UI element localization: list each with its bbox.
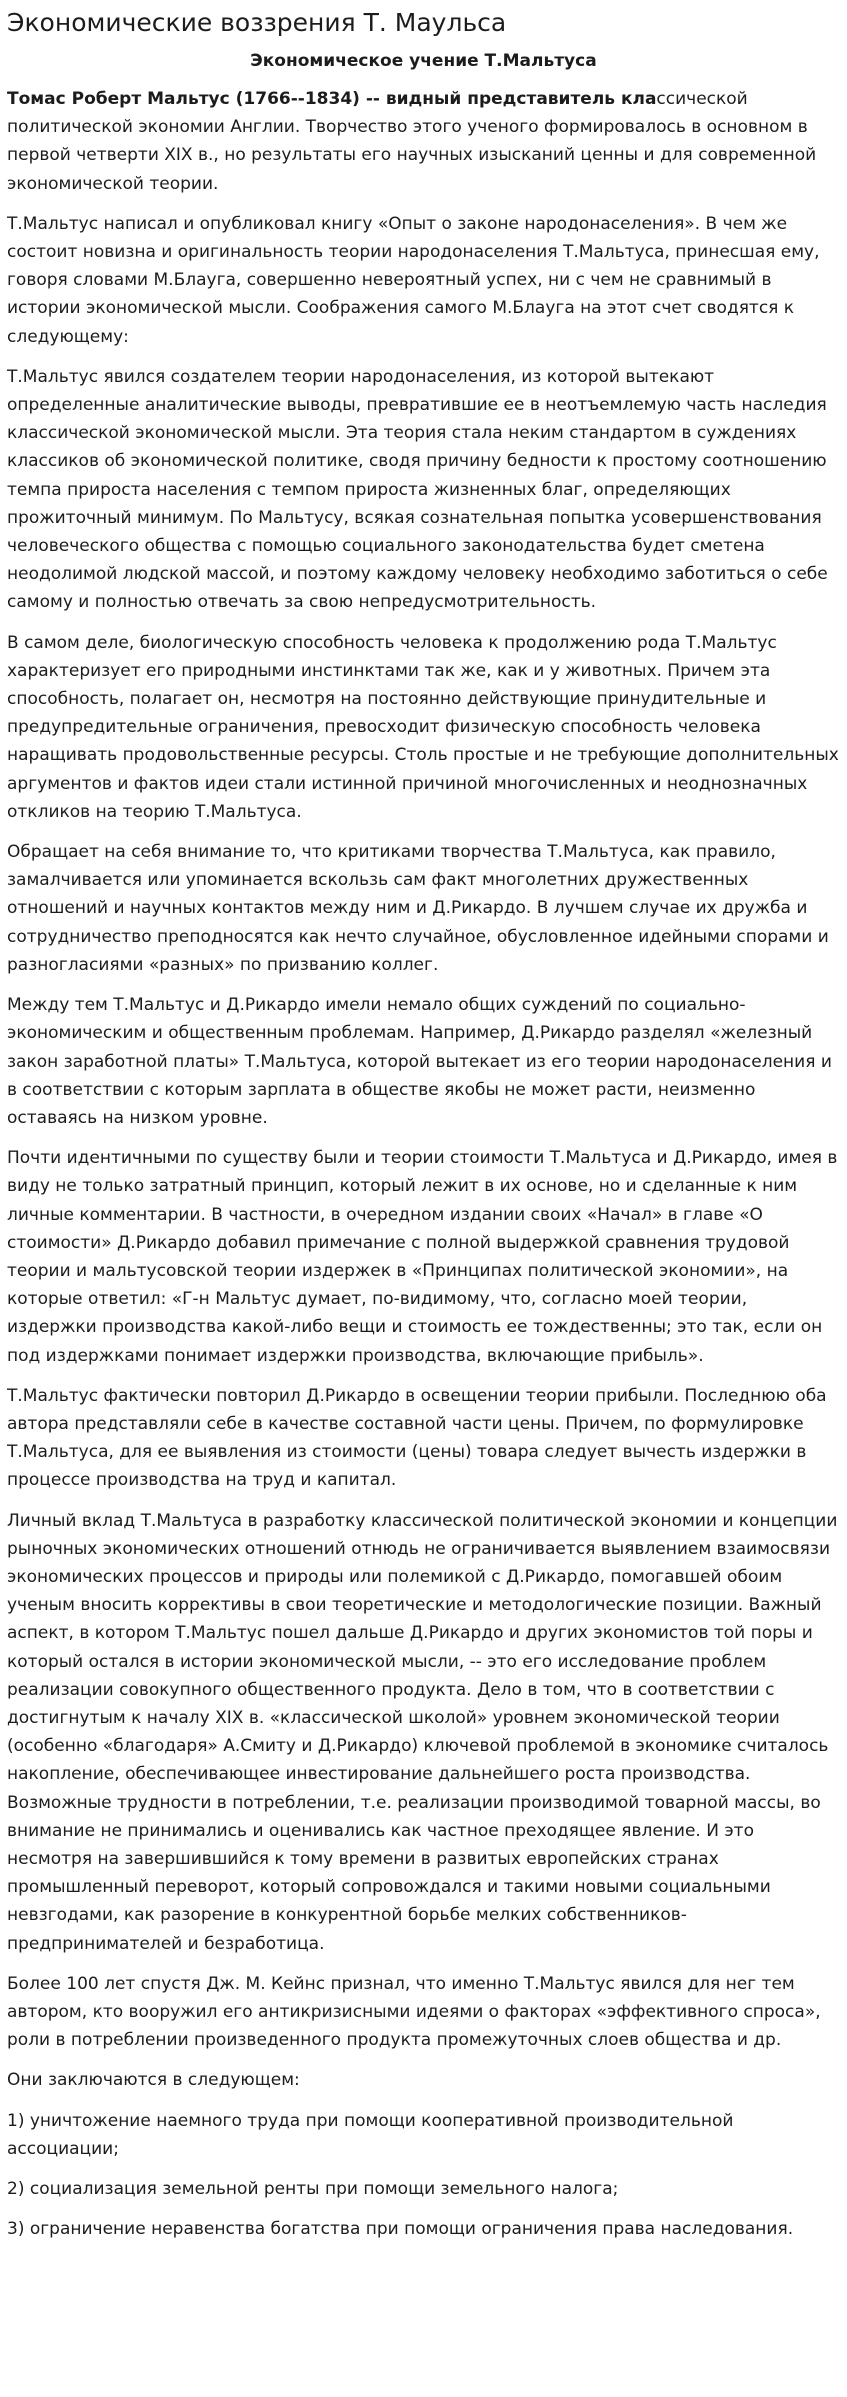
lead-rest-text: ссической политической экономии Англии. Творчество этого ученого формировалось в основном в первой четверти XIX в., но результаты его научных изысканий ценны и для современной экономической теории. bbox=[7, 89, 817, 194]
article-paragraph: Обращает на себя внимание то, что критиками творчества Т.Мальтуса, как правило, замалчивается или упоминается вскользь сам факт многолетних дружественных отношений и научных контактов между ним и Д.Рикардо. В лучшем случае их дружба и сотрудничество преподносятся как нечто случайное, обусловленное идейными спорами и разногласиями «разных» по призванию коллег. bbox=[7, 842, 829, 975]
article-paragraph: Более 100 лет спустя Дж. М. Кейнс признал, что именно Т.Мальтус явился для нег тем автором, кто вооружил его антикризисными идеями о факторах «эффективного спроса», роли в потреблении произведенного продукта промежуточных слоев общества и др. bbox=[7, 1973, 821, 2051]
article-paragraph: В самом деле, биологическую способность человека к продолжению рода Т.Мальтус характеризует его природными инстинктами так же, как и у животных. Причем эта способность, полагает он, несмотря на постоянно действующие принудительные и предупредительные ограничения, превосходит физическую способность человека наращивать продовольственные ресурсы. Столь простые и не требующие дополнительных аргументов и фактов идеи стали истинной причиной многочисленных и неоднозначных откликов на теорию Т.Мальтуса. bbox=[7, 632, 839, 822]
article-paragraph: Т.Мальтус фактически повторил Д.Рикардо в освещении теории прибыли. Последнюю оба автора представляли себе в качестве составной части цены. Причем, по формулировке Т.Мальтуса, для ее выявления из стоимости (цены) товара следует вычесть издержки в процессе производства на труд и капитал. bbox=[7, 1385, 827, 1491]
article-paragraph: Между тем Т.Мальтус и Д.Рикардо имели немало общих суждений по социально-экономическим и общественным проблемам. Например, Д.Рикардо разделял «железный закон заработной платы» Т.Мальтуса, которой вытекает из его теории народонаселения и в соответствии с которым зарплата в обществе якобы не может расти, неизменно оставаясь на низком уровне. bbox=[7, 995, 832, 1128]
lead-bold-text: Томас Роберт Мальтус (1766--1834) -- видный представитель кла bbox=[7, 89, 657, 109]
article-paragraph: Они заключаются в следующем: bbox=[7, 2070, 300, 2091]
list-item: 1) уничтожение наемного труда при помощи кооперативной производительной ассоциации; bbox=[7, 2110, 734, 2159]
article-heading: Экономическое учение Т.Мальтуса bbox=[250, 51, 597, 71]
list-item: 2) социализация земельной ренты при помощи земельного налога; bbox=[7, 2179, 619, 2200]
article-paragraph: Т.Мальтус написал и опубликовал книгу «Опыт о законе народонаселения». В чем же состоит новизна и оригинальность теории народонаселения Т.Мальтуса, принесшая ему, говоря словами М.Блауга, совершенно невероятный успех, ни с чем не сравнимый в истории экономической мысли. Соображения самого М.Блауга на этот счет сводятся к следующему: bbox=[7, 213, 820, 347]
article-paragraph: Т.Мальтус явился создателем теории народонаселения, из которой вытекают определенные аналитические выводы, превратившие ее в неотъемлемую часть наследия классической экономической мысли. Эта теория стала неким стандартом в суждениях классиков об экономической политике, сводя причину бедности к простому соотношению темпа прироста населения с темпом прироста жизненных благ, определяющих прожиточный минимум. По Мальтусу, всякая сознательная попытка усовершенствования человеческого общества с помощью социального законодательства будет сметена неодолимой людской массой, и поэтому каждому человеку необходимо заботиться о себе самому и полностью отвечать за свою непредусмотрительность. bbox=[7, 366, 828, 613]
article-lead-paragraph bbox=[7, 85, 840, 198]
page-title: Экономические воззрения Т. Маульса bbox=[7, 8, 507, 37]
article-paragraph: Почти идентичными по существу были и теории стоимости Т.Мальтуса и Д.Рикардо, имея в виду не только затратный принцип, который лежит в их основе, но и сделанные к ним личные комментарии. В частности, в очередном издании своих «Начал» в главе «О стоимости» Д.Рикардо добавил примечание с полной выдержкой сравнения трудовой теории и мальтусовской теории издержек в «Принципах политической экономии», на которые ответил: «Г-н Мальтус думает, по-видимому, что, согласно моей теории, издержки производства какой-либо вещи и стоимость ее тождественны; это так, если он под издержками понимает издержки производства, включающие прибыль». bbox=[7, 1148, 838, 1366]
article-paragraph: Личный вклад Т.Мальтуса в разработку классической политической экономии и концепции рыночных экономических отношений отнюдь не ограничивается выявлением взаимосвязи экономических процессов и природы или полемикой с Д.Рикардо, помогавшей обоим ученым вносить коррективы в свои теоретические и методологические позиции. Важный аспект, в котором Т.Мальтус пошел дальше Д.Рикардо и других экономистов той поры и который остался в истории экономической мысли, -- это его исследование проблем реализации совокупного общественного продукта. Дело в том, что в соответствии с достигнутым к началу XIX в. «классической школой» уровнем экономической теории (особенно «благодаря» А.Смиту и Д.Рикардо) ключевой проблемой в экономике считалось накопление, обеспечивающее инвестирование дальнейшего роста производства. Возможные трудности в потреблении, т.е. реализации производимой товарной массы, во внимание не принимались и оценивались как частное преходящее явление. И это несмотря на завершившийся к тому времени в развитых европейских странах промышленный переворот, который сопровождался и такими новыми социальными невзгодами, как разорение в конкурентной борьбе мелких собственников-предпринимателей и безработица. bbox=[7, 1510, 838, 1954]
list-item: 3) ограничение неравенства богатства при помощи ограничения права наследования. bbox=[7, 2219, 794, 2240]
